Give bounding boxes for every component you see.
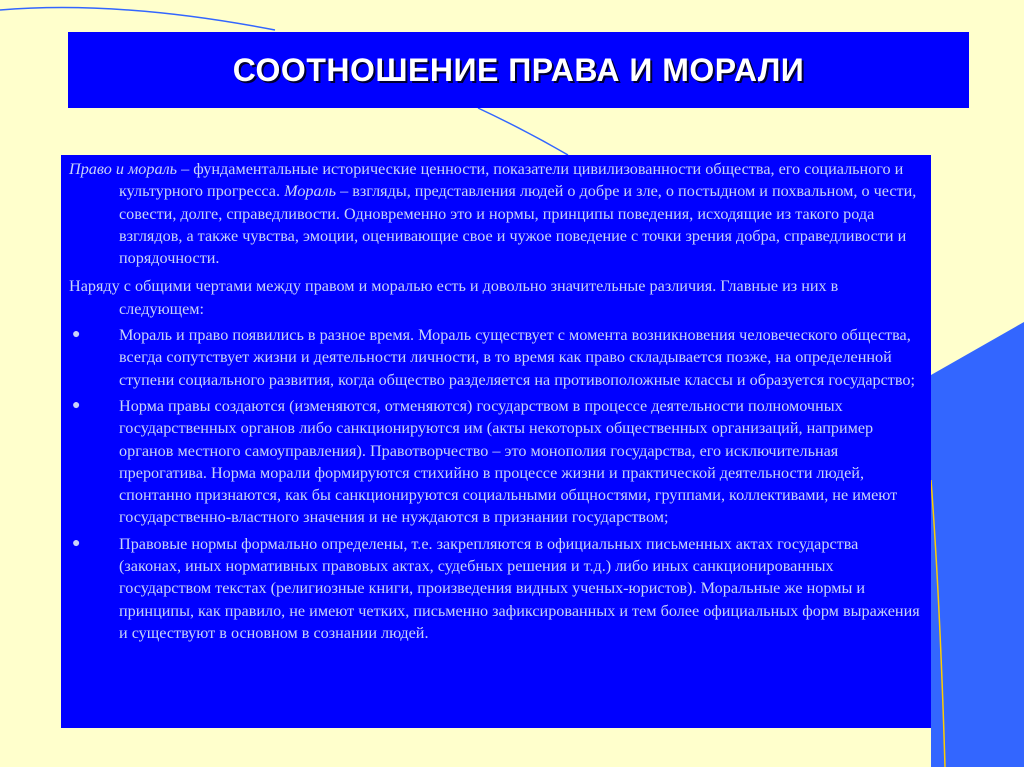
bullet-icon: ● xyxy=(72,535,81,551)
decorative-shape-right xyxy=(931,322,1024,767)
list-item xyxy=(69,395,921,529)
title-banner xyxy=(68,32,969,108)
list-item-text: Мораль и право появились в разное время. Мораль существует с момента возникновения человеческого общества, всегда сопутствует жизни и деятельности личности, в то время как право складывается позже, на определенной ступени социального развития, когда общество разделяется на противоположные классы и образуется государство; xyxy=(119,326,915,389)
decorative-curve-middle xyxy=(478,108,568,155)
content-panel xyxy=(61,155,931,728)
list-item xyxy=(69,533,921,644)
intro-text-2: – взгляды, представления людей о добре и зле, о постыдном и похвальном, о чести, совести, долге, справедливости. Одновременно это и нормы, принципы поведения, исходящие из такого рода взглядов, а также чувства, эмоции, оценивающие свое и чужое поведение с точки зрения добра, справедливости и порядочности. xyxy=(119,182,917,268)
bullet-icon: ● xyxy=(72,327,81,343)
list-item xyxy=(69,324,921,391)
list-item-text: Норма правы создаются (изменяются, отменяются) государством в процессе деятельности полномочных государственных органов либо санкционируются им (акты некоторых общественных организаций, например органов местного самоуправления). Правотворчество – это монополия государства, его исключительная прерогатива. Норма морали формируются стихийно в процессе жизни и практической деятельности людей, спонтанно признаются, как бы санкционируются социальными общностями, группами, коллективами, не имеют государственно-властного значения и не нуждаются в признании государством; xyxy=(119,396,898,527)
intro-paragraph xyxy=(69,158,921,269)
bullet-icon: ● xyxy=(72,397,81,413)
decorative-curve-top xyxy=(0,8,275,31)
lead-text: Наряду с общими чертами между правом и моралью есть и довольно значительные различия. Главные из них в следующем: xyxy=(69,277,839,318)
lead-paragraph xyxy=(69,275,921,320)
intro-text-1: – фундаментальные исторические ценности, показатели цивилизованности общества, его социального и культурного прогресса. xyxy=(119,160,904,201)
list-item-text: Правовые нормы формально определены, т.е. закрепляются в официальных письменных актах государства (законах, иных нормативных правовых актах, судебных решения и т.д.) либо иных санкционированных государством текстах (религиозные книги, произведения видных ученых-юристов). Моральные же нормы и принципы, как правило, не имеют четких, письменно зафиксированных и тем более официальных форм выражения и существуют в основном в сознании людей. xyxy=(119,534,920,642)
term-law-and-moral: Право и мораль xyxy=(69,160,178,178)
term-moral: Мораль xyxy=(284,182,337,201)
page-title: СООТНОШЕНИЕ ПРАВА И МОРАЛИ xyxy=(232,51,805,88)
